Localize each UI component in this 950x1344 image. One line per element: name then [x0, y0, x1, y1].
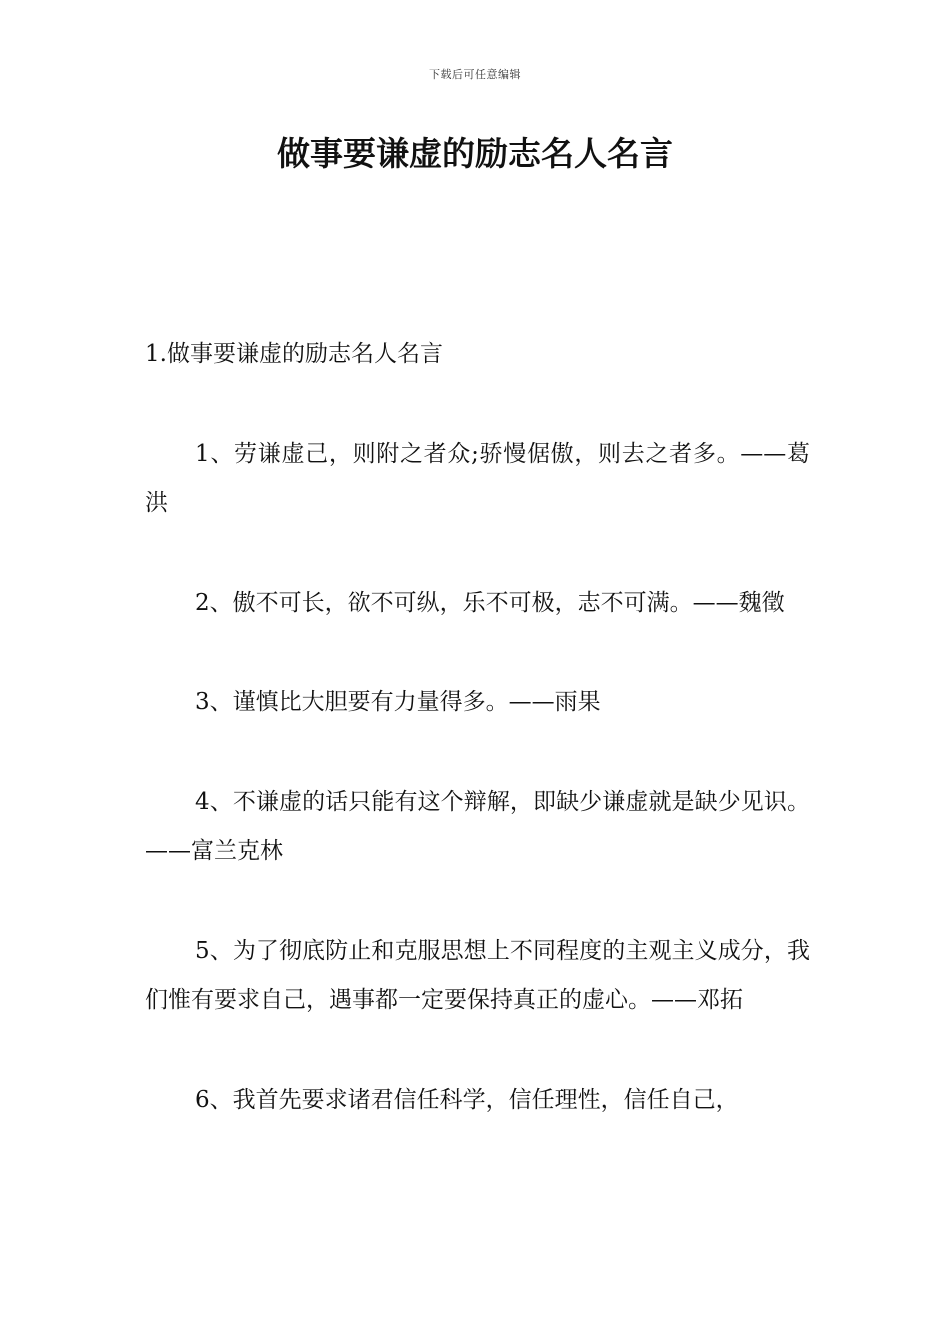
quote-5: 5、为了彻底防止和克服思想上不同程度的主观主义成分，我们惟有要求自己，遇事都一定要保持真正的虚心。——邓拓	[145, 937, 810, 1013]
document-body	[145, 330, 810, 1175]
quote-3: 3、谨慎比大胆要有力量得多。——雨果	[195, 689, 601, 715]
quote-4: 4、不谦虚的话只能有这个辩解，即缺少谦虚就是缺少见识。——富兰克林	[145, 788, 810, 864]
quote-6: 6、我首先要求诸君信任科学，信任理性，信任自己，	[195, 1086, 739, 1113]
document-title: 做事要谦虚的励志名人名言	[277, 134, 673, 173]
quote-1: 1、劳谦虚己，则附之者众;骄慢倨傲，则去之者多。——葛洪	[145, 440, 810, 516]
header-note: 下载后可任意编辑	[429, 68, 521, 81]
quote-2: 2、傲不可长，欲不可纵，乐不可极，志不可满。——魏徵	[195, 589, 785, 616]
section-heading: 1.做事要谦虚的励志名人名言	[145, 341, 443, 367]
